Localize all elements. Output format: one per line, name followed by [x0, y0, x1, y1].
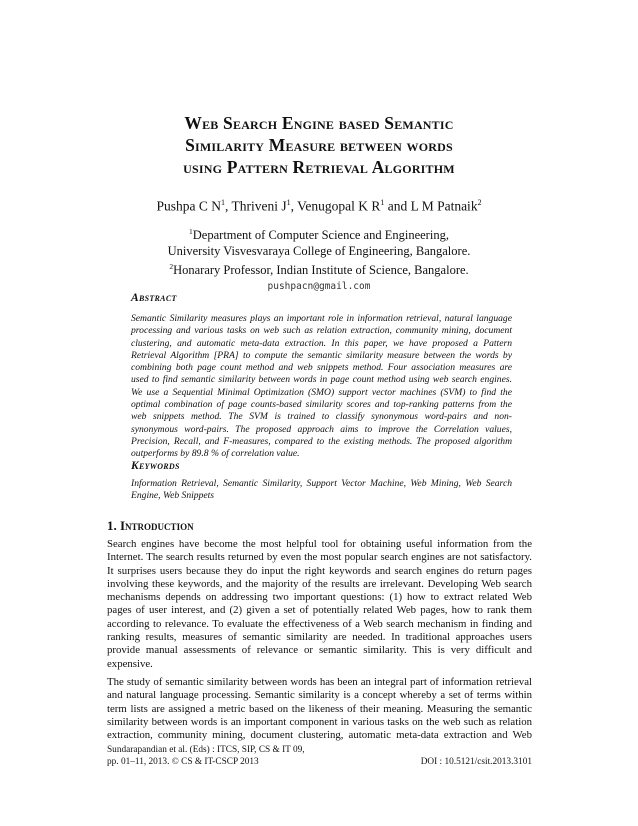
author-name: and L M Patnaik: [384, 198, 478, 214]
abstract-line: Precision, Recall, and F-measures, compared to the existing methods. The proposed algorithm: [131, 435, 512, 447]
body-line: The study of semantic similarity between words has been an integral part of information retrieval: [107, 676, 532, 688]
abstract-heading: Abstract: [131, 292, 177, 304]
author-affiliation-mark: 1: [286, 198, 291, 207]
body-line: extraction, community mining, document clustering, automatic meta-data extraction and Web: [107, 729, 532, 742]
body-line: ranking results, measures of semantic similarity are needed. In traditional approaches users: [107, 631, 532, 644]
affiliation-mark: 2: [169, 262, 174, 272]
body-line: and natural language processing. Semantic similarity is a concept whereby a set of terms within: [107, 689, 532, 702]
abstract-line: clustering, and automatic meta-data extraction. In this paper, we have proposed a Pattern: [131, 337, 512, 349]
body-line: according to relevance. To evaluate the effectiveness of a Web search mechanism in finding and: [107, 617, 532, 630]
body-line: term lists are assigned a metric based on the likeness of their meaning. Measuring the semantic: [107, 702, 532, 715]
author-list: [80, 195, 558, 215]
section-heading-introduction: 1. Introduction: [107, 518, 194, 533]
affiliations: [90, 224, 548, 294]
title-line: Web Search Engine based Semantic: [184, 113, 454, 133]
body-line: Internet. The search results returned by even the most popular search engines are not satisfactory.: [107, 551, 532, 564]
abstract-line: combining both page count method and web snippets method. Four association measures are: [131, 362, 512, 374]
abstract-line: optimal combination of page counts-based similarity scores and top-ranking patterns from the: [131, 399, 512, 411]
title-line: Similarity Measure between words: [185, 135, 453, 155]
abstract-line: We use a Sequential Minimal Optimization (SMO) support vector machines (SVM) to find the: [131, 386, 512, 398]
affiliation-mark: 1: [189, 227, 193, 236]
abstract-line: used to find semantic similarity between words in page count method using web search engines.: [131, 374, 512, 386]
body-line: It surprises users because they do input the right keywords and search engines do return pages: [107, 564, 532, 577]
footer-doi: DOI : 10.5121/csit.2013.3101: [420, 757, 532, 767]
body-line: pages of user interest, and (2) given a set of potentially related Web pages, how to rank them: [107, 604, 532, 617]
abstract-line: Semantic Similarity measures plays an important role in information retrieval, natural language: [131, 313, 512, 324]
title-line: using Pattern Retrieval Algorithm: [183, 157, 455, 177]
author-affiliation-mark: 1: [380, 198, 385, 207]
author-affiliation-mark: 1: [220, 198, 225, 207]
author-name: , Venugopal K R: [290, 198, 381, 214]
abstract-line: Retrieval Algorithm [PRA] to compute the semantic similarity measure between the words by: [131, 349, 512, 361]
author-affiliation-mark: 2: [477, 198, 482, 207]
abstract-line: synonymous word-pairs. The proposed approach aims to improve the Correlation values,: [131, 423, 512, 435]
author-name: , Thriveni J: [224, 198, 287, 214]
author-name: Pushpa C N: [156, 198, 221, 214]
affiliation-text: Department of Computer Science and Engineering,: [192, 228, 449, 243]
paper-title: [100, 112, 538, 178]
abstract-body: [131, 313, 512, 461]
affiliation-line: [90, 224, 548, 244]
abstract-line: outperforms by 89.8 % of correlation value.: [131, 448, 300, 460]
abstract-line: processing and various tasks on web such as relation extraction, community mining, document: [131, 325, 512, 337]
footer-citation: Sundarapandian et al. (Eds) : ITCS, SIP, CS & IT 09,: [107, 745, 305, 755]
body-line: expensive.: [107, 657, 153, 670]
body-line: provide manual assessments of relevance or semantic similarity. This is very difficult and: [107, 644, 532, 657]
body-line: similarity between words is an important component in various tasks on the web such as relation: [107, 715, 532, 728]
affiliation-line: University Visvesvaraya College of Engineering, Bangalore.: [167, 243, 471, 258]
intro-paragraph-1: [107, 538, 532, 671]
keywords-heading: Keywords: [131, 460, 180, 472]
page-footer: [107, 744, 532, 768]
keywords-line: Information Retrieval, Semantic Similarity, Support Vector Machine, Web Mining, Web Search: [131, 478, 512, 489]
body-line: Search engines have become the most helpful tool for obtaining useful information from the: [107, 538, 532, 550]
affiliation-line: [90, 259, 548, 279]
author-email: pushpacn@gmail.com: [267, 280, 371, 292]
intro-paragraph-2: [107, 676, 532, 742]
body-line: mechanisms depends on addressing two important questions: (1) how to extract related Web: [107, 591, 532, 604]
footer-pages-copyright: pp. 01–11, 2013. © CS & IT-CSCP 2013: [107, 757, 259, 767]
body-line: involving these keywords, and the majority of the results are irrelevant. Developing Web search: [107, 577, 532, 590]
abstract-line: web snippets method. The SVM is trained to classify synonymous word-pairs and non-: [131, 411, 512, 423]
keywords-body: [131, 478, 512, 503]
affiliation-text: Honarary Professor, Indian Institute of Science, Bangalore.: [173, 263, 469, 278]
keywords-line: Engine, Web Snippets: [131, 490, 215, 502]
